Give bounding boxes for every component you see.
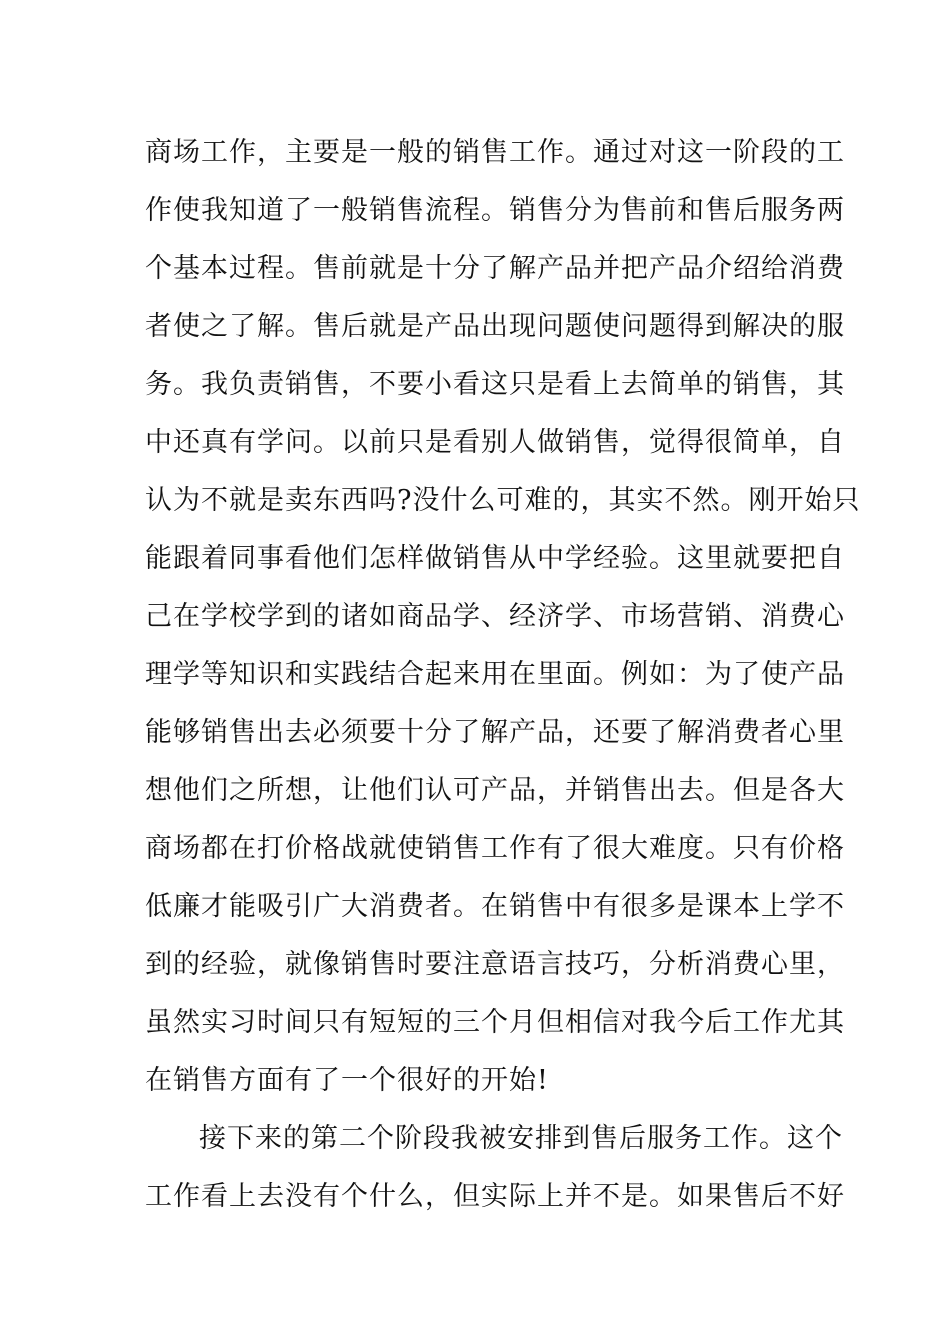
text-line: 者使之了解。售后就是产品出现问题使问题得到解决的服: [145, 311, 845, 342]
text-line: 作使我知道了一般销售流程。销售分为售前和售后服务两: [145, 195, 845, 226]
text-line: 接下来的第二个阶段我被安排到售后服务工作。这个: [199, 1123, 843, 1154]
text-line: 工作看上去没有个什么，但实际上并不是。如果售后不好: [145, 1181, 845, 1212]
text-line: 在销售方面有了一个很好的开始!: [145, 1065, 549, 1096]
text-line: 己在学校学到的诸如商品学、经济学、市场营销、消费心: [145, 601, 845, 632]
paragraph-1: [145, 124, 861, 1110]
paragraph-2: [145, 1110, 845, 1226]
text-line: 想他们之所想，让他们认可产品，并销售出去。但是各大: [145, 775, 845, 806]
text-line: 商场都在打价格战就使销售工作有了很大难度。只有价格: [145, 833, 845, 864]
document-body: [145, 124, 861, 1226]
text-line: 能跟着同事看他们怎样做销售从中学经验。这里就要把自: [145, 543, 845, 574]
text-line: 能够销售出去必须要十分了解产品，还要了解消费者心里: [145, 717, 845, 748]
text-line: 务。我负责销售，不要小看这只是看上去简单的销售，其: [145, 369, 845, 400]
text-line: 个基本过程。售前就是十分了解产品并把产品介绍给消费: [145, 253, 845, 284]
text-line: 虽然实习时间只有短短的三个月但相信对我今后工作尤其: [145, 1007, 845, 1038]
text-line: 商场工作，主要是一般的销售工作。通过对这一阶段的工: [145, 137, 845, 168]
text-line: 中还真有学问。以前只是看别人做销售，觉得很简单，自: [145, 427, 845, 458]
text-line: 认为不就是卖东西吗?没什么可难的，其实不然。刚开始只: [145, 485, 861, 516]
text-line: 低廉才能吸引广大消费者。在销售中有很多是课本上学不: [145, 891, 845, 922]
text-line: 理学等知识和实践结合起来用在里面。例如：为了使产品: [145, 659, 845, 690]
text-line: 到的经验，就像销售时要注意语言技巧，分析消费心里，: [145, 949, 845, 980]
